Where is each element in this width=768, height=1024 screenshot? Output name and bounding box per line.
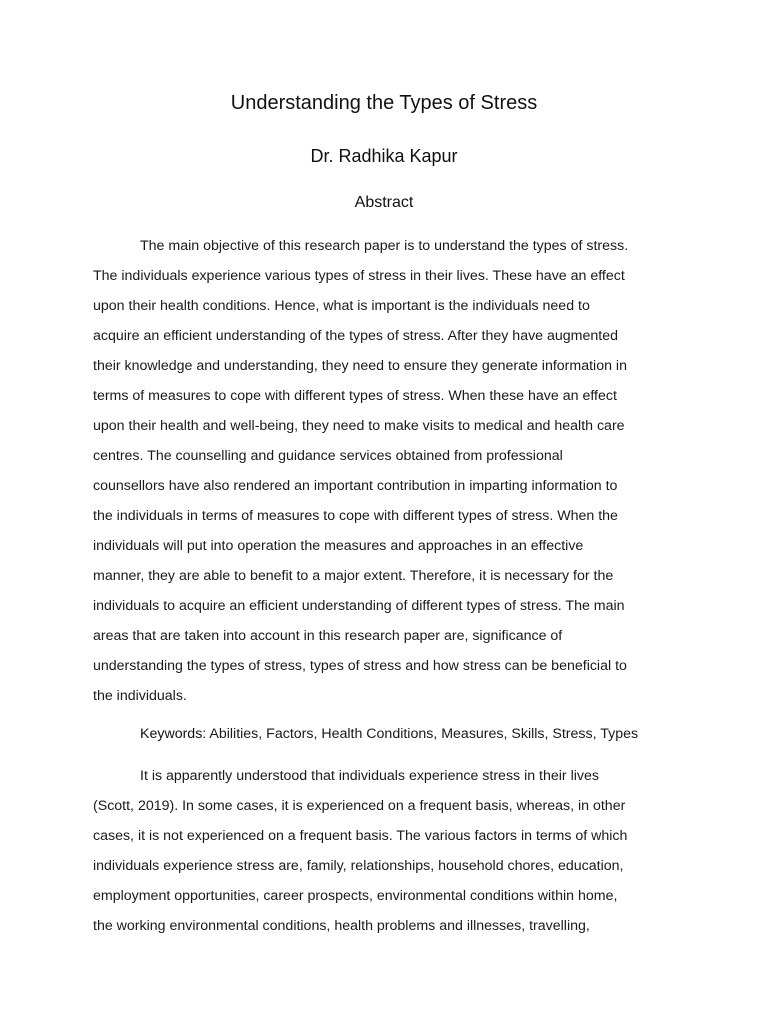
intro-line: (Scott, 2019). In some cases, it is experienced on a frequent basis, whereas, in other xyxy=(93,798,626,814)
intro-line: It is apparently understood that individuals experience stress in their lives xyxy=(140,768,599,784)
abstract-line: centres. The counselling and guidance services obtained from professional xyxy=(93,448,563,464)
author-name: Dr. Radhika Kapur xyxy=(310,146,458,166)
abstract-paragraph xyxy=(93,231,673,711)
keywords-label: Keywords: xyxy=(140,726,207,742)
abstract-line: The individuals experience various types of stress in their lives. These have an effect xyxy=(93,268,625,284)
abstract-line: the individuals in terms of measures to cope with different types of stress. When the xyxy=(93,508,618,524)
abstract-line: upon their health conditions. Hence, what is important is the individuals need to xyxy=(93,298,590,314)
abstract-line: terms of measures to cope with different types of stress. When these have an effect xyxy=(93,388,617,404)
keywords-line xyxy=(93,719,673,749)
abstract-line: understanding the types of stress, types of stress and how stress can be beneficial to xyxy=(93,658,627,674)
keywords-row xyxy=(93,719,673,749)
intro-line: cases, it is not experienced on a frequent basis. The various factors in terms of which xyxy=(93,828,628,844)
abstract-line: counsellors have also rendered an important contribution in imparting information to xyxy=(93,478,618,494)
keywords-text: Abilities, Factors, Health Conditions, Measures, Skills, Stress, Types xyxy=(206,726,639,742)
abstract-line: The main objective of this research paper is to understand the types of stress. xyxy=(140,238,629,254)
abstract-line: areas that are taken into account in this research paper are, significance of xyxy=(93,628,563,644)
intro-paragraph xyxy=(93,761,673,941)
intro-line: individuals experience stress are, family, relationships, household chores, education, xyxy=(93,858,624,874)
abstract-line: their knowledge and understanding, they need to ensure they generate information in xyxy=(93,358,627,374)
abstract-line: individuals to acquire an efficient understanding of different types of stress. The main xyxy=(93,598,625,614)
abstract-line: manner, they are able to benefit to a major extent. Therefore, it is necessary for the xyxy=(93,568,614,584)
abstract-line: individuals will put into operation the measures and approaches in an effective xyxy=(93,538,584,554)
abstract-line: acquire an efficient understanding of the types of stress. After they have augmented xyxy=(93,328,619,344)
abstract-line: upon their health and well-being, they need to make visits to medical and health care xyxy=(93,418,625,434)
intro-line: employment opportunities, career prospects, environmental conditions within home, xyxy=(93,888,618,904)
abstract-heading: Abstract xyxy=(354,194,414,211)
intro-line: the working environmental conditions, health problems and illnesses, travelling, xyxy=(93,918,590,934)
paper-title: Understanding the Types of Stress xyxy=(230,92,538,114)
abstract-line: the individuals. xyxy=(93,688,187,704)
